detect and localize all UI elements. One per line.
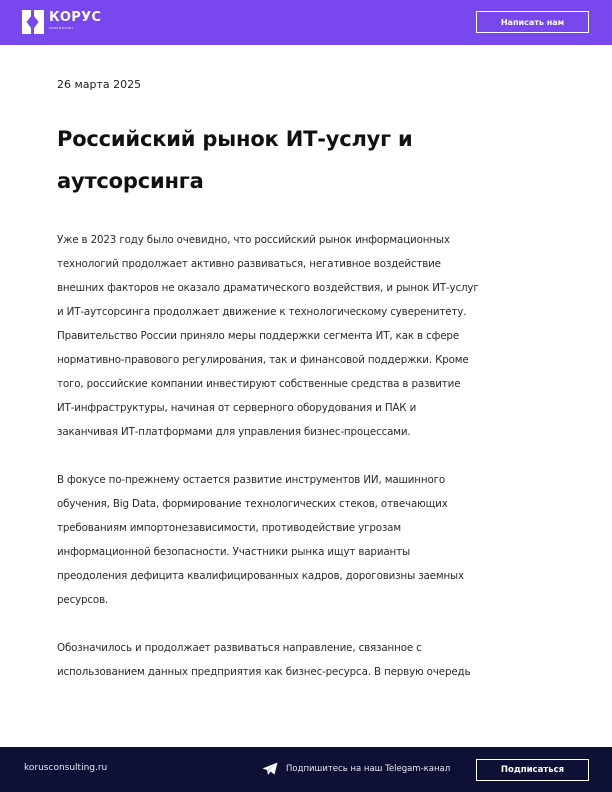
text-line: внешних факторов не оказало драматического воздействия, и рынок ИТ-услуг xyxy=(57,282,479,294)
text-line: информационной безопасности. Участники рынка ищут варианты xyxy=(57,546,410,558)
paragraph xyxy=(57,636,557,684)
korus-logo-mark-icon xyxy=(22,10,44,34)
contact-us-button[interactable]: Написать нам xyxy=(476,11,589,33)
title-line: Российский рынок ИТ-услуг и xyxy=(57,127,413,151)
text-line: технологий продолжает активно развиваться, негативное воздействие xyxy=(57,258,441,270)
paragraph xyxy=(57,228,557,444)
telegram-text: Подпишитесь на наш Telegam-канал xyxy=(286,764,451,774)
text-line: обучения, Big Data, формирование технологических стеков, отвечающих xyxy=(57,498,448,510)
telegram-promo[interactable] xyxy=(262,762,450,776)
logo-text xyxy=(49,11,101,31)
text-line: Уже в 2023 году было очевидно, что российский рынок информационных xyxy=(57,234,450,246)
text-line: требованиям импортонезависимости, противодействие угрозам xyxy=(57,522,401,534)
site-header xyxy=(0,0,612,45)
article-date: 26 марта 2025 xyxy=(57,78,142,91)
text-line: ИТ-инфраструктуры, начиная от серверного оборудования и ПАК и xyxy=(57,402,417,414)
article-title xyxy=(57,118,507,202)
logo-name: КОРУС xyxy=(49,10,102,25)
text-line: Правительство России приняло меры поддержки сегмента ИТ, как в сфере xyxy=(57,330,460,342)
text-line: использованием данных предприятия как бизнес-ресурса. В первую очередь xyxy=(57,666,471,678)
title-line: аутсорсинга xyxy=(57,169,204,193)
text-line: преодоления дефицита квалифицированных кадров, дороговизны заемных xyxy=(57,570,464,582)
korus-logo[interactable] xyxy=(22,10,101,34)
text-line: того, российские компании инвестируют собственные средства в развитие xyxy=(57,378,461,390)
logo-subtitle: консалтинг xyxy=(49,25,74,30)
site-footer xyxy=(0,747,612,792)
text-line: и ИТ-аутсорсинга продолжает движение к технологическому суверенитету. xyxy=(57,306,467,318)
website-link[interactable]: korusconsulting.ru xyxy=(24,763,108,773)
article-body xyxy=(57,228,557,708)
text-line: Обозначилось и продолжает развиваться направление, связанное с xyxy=(57,642,422,654)
subscribe-button[interactable]: Подписаться xyxy=(476,759,589,781)
text-line: нормативно-правового регулирования, так и финансовой поддержки. Кроме xyxy=(57,354,469,366)
text-line: ресурсов. xyxy=(57,594,109,606)
text-line: В фокусе по-прежнему остается развитие инструментов ИИ, машинного xyxy=(57,474,446,486)
paragraph xyxy=(57,468,557,612)
telegram-plane-icon xyxy=(262,762,278,776)
text-line: заканчивая ИТ-платформами для управления бизнес-процессами. xyxy=(57,426,411,438)
